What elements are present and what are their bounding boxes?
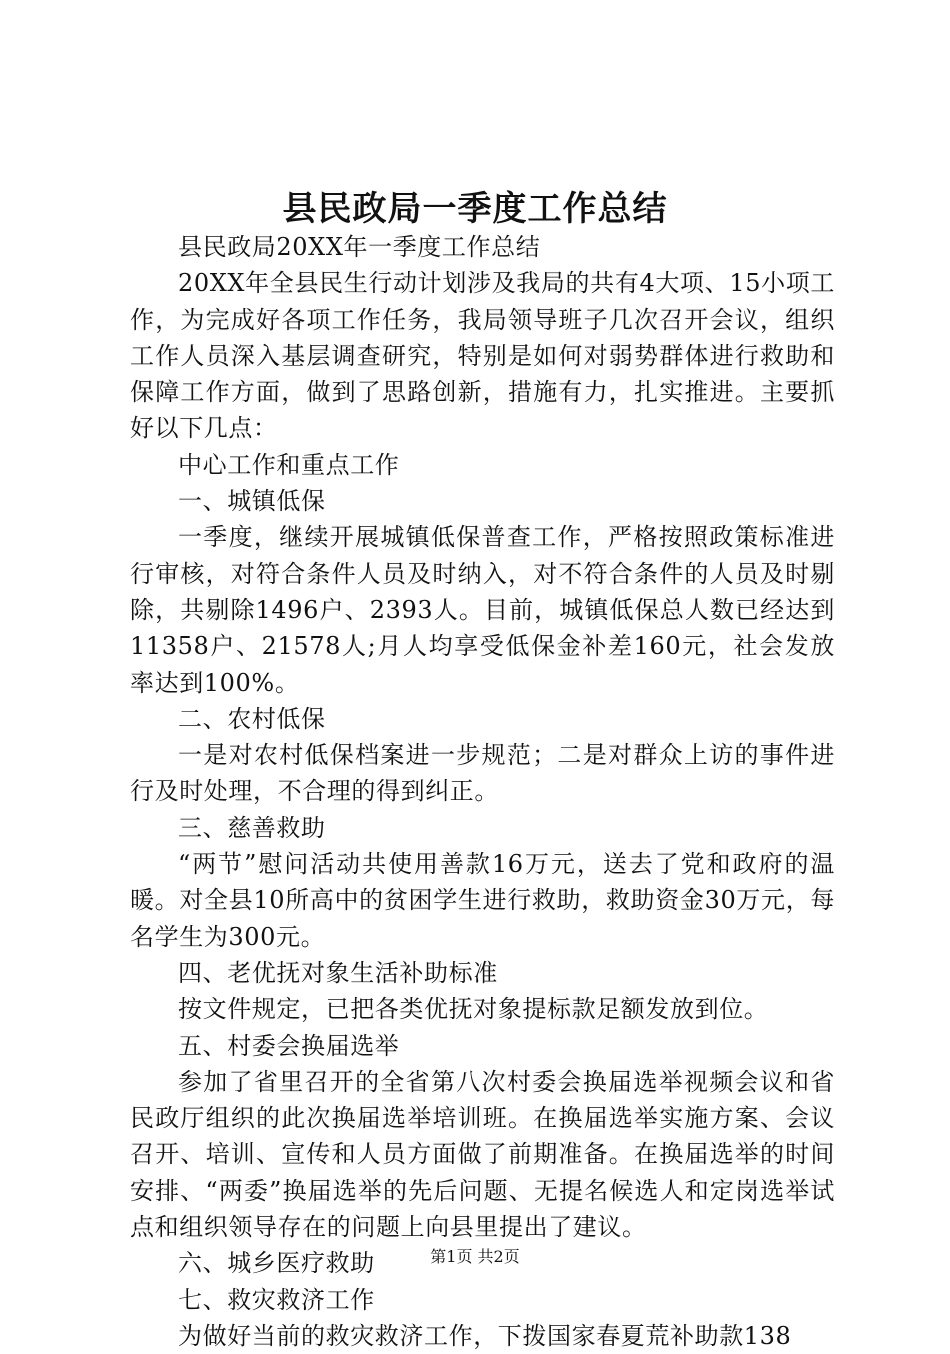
- paragraph-veteran-subsidy: 按文件规定，已把各类优抚对象提标款足额发放到位。: [178, 995, 769, 1024]
- section-heading-disaster-relief: 七、救灾救济工作: [178, 1285, 375, 1314]
- paragraph-urban-subsidy: 一季度，继续开展城镇低保普查工作，严格按照政策标准进行审核，对符合条件人员及时纳入，对不符合条件的人员及时剔除，共剔除1496户、2393人。目前，城镇低保总人数已经达到11358户、21578人;月人均享受低保金补差160元，社会发放率达到100%。: [130, 523, 835, 697]
- paragraph-village-election: 参加了省里召开的全省第八次村委会换届选举视频会议和省民政厅组织的此次换届选举培训班。在换届选举实施方案、会议召开、培训、宣传和人员方面做了前期准备。在换届选举的时间安排、“两委”换届选举的先后问题、无提名候选人和定岗选举试点和组织领导存在的问题上向县里提出了建议。: [130, 1067, 835, 1242]
- section-heading-veteran-subsidy: 四、老优抚对象生活补助标准: [178, 958, 498, 987]
- paragraph-intro: 20XX年全县民生行动计划涉及我局的共有4大项、15小项工作，为完成好各项工作任务，我局领导班子几次召开会议，组织工作人员深入基层调查研究，特别是如何对弱势群体进行救助和保障工作方面，做到了思路创新，措施有力，扎实推进。主要抓好以下几点：: [130, 269, 835, 443]
- section-heading-rural-subsidy: 二、农村低保: [178, 704, 326, 733]
- section-heading-medical-aid: 六、城乡医疗救助: [178, 1249, 375, 1278]
- document-body: [130, 229, 835, 1354]
- paragraph-charity: “两节”慰问活动共使用善款16万元，送去了党和政府的温暖。对全县10所高中的贫困学生进行救助，救助资金30万元，每名学生为300元。: [130, 850, 835, 951]
- page-footer: 第1页 共2页: [430, 1247, 520, 1266]
- document-title: 县民政局一季度工作总结: [282, 189, 668, 229]
- paragraph-heading-line: 县民政局20XX年一季度工作总结: [178, 233, 541, 261]
- section-heading-charity: 三、慈善救助: [178, 813, 326, 842]
- paragraph-rural-subsidy: 一是对农村低保档案进一步规范；二是对群众上访的事件进行及时处理，不合理的得到纠正。: [130, 741, 835, 806]
- paragraph-disaster-relief: 为做好当前的救灾救济工作，下拨国家春夏荒补助款138: [178, 1321, 792, 1350]
- section-heading-center-work: 中心工作和重点工作: [178, 450, 400, 479]
- section-heading-village-election: 五、村委会换届选举: [178, 1031, 400, 1060]
- section-heading-urban-subsidy: 一、城镇低保: [178, 487, 326, 516]
